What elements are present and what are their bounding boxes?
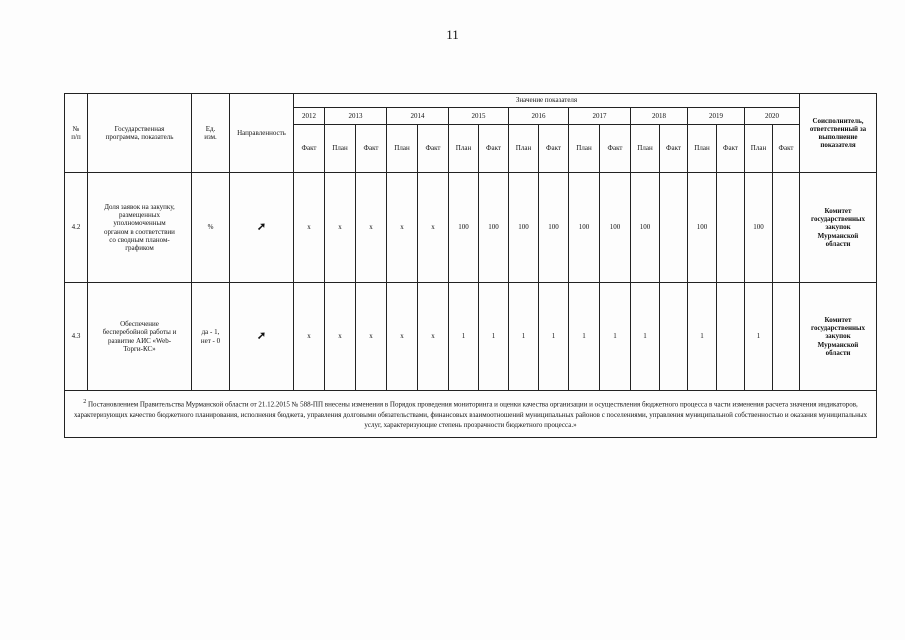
row-unit: % [192,173,230,283]
subheader-fact: Факт [773,125,800,173]
table-row [65,173,877,283]
year-2012: 2012 [294,108,325,125]
subheader-fact: Факт [356,125,387,173]
value-cell [773,173,800,283]
header-row-group [65,94,877,108]
header-program: Государственная программа, показатель [88,94,192,173]
value-cell: 100 [745,173,773,283]
value-cell: x [356,173,387,283]
value-cell: x [418,283,449,391]
year-2014: 2014 [387,108,449,125]
row-num: 4.2 [65,173,88,283]
value-cell: 1 [479,283,509,391]
header-num: № п/п [65,94,88,173]
value-cell: x [325,283,356,391]
header-coexecutor: Соисполнитель, ответственный за выполнение показателя [800,94,877,173]
subheader-plan: План [449,125,479,173]
value-cell: x [294,173,325,283]
row-coexecutor: Комитет государственных закупок Мурманской области [800,283,877,391]
row-name: Доля заявок на закупку, размещенных уполномоченным органом в соответствии со сводным планом- графиком [88,173,192,283]
table-row [65,283,877,391]
row-name: Обеспечение бесперебойной работы и развитие АИС «Web- Торги-КС» [88,283,192,391]
value-cell: 100 [688,173,717,283]
year-2015: 2015 [449,108,509,125]
value-cell: x [418,173,449,283]
value-cell: 100 [569,173,600,283]
value-cell: 100 [631,173,660,283]
subheader-fact: Факт [717,125,745,173]
subheader-fact: Факт [539,125,569,173]
row-direction-arrow-icon: ➚ [230,173,294,283]
value-cell: 100 [539,173,569,283]
footnote [65,391,877,438]
subheader-fact: Факт [600,125,631,173]
row-direction-arrow-icon: ➚ [230,283,294,391]
value-cell: x [387,283,418,391]
subheader-plan: План [387,125,418,173]
subheader-fact: Факт [660,125,688,173]
year-2017: 2017 [569,108,631,125]
subheader-plan: План [325,125,356,173]
subheader-plan: План [569,125,600,173]
footnote-mark: 2 [83,399,87,406]
value-cell: 1 [539,283,569,391]
header-value-group: Значение показателя [294,94,800,108]
value-cell: x [325,173,356,283]
year-2019: 2019 [688,108,745,125]
value-cell: 1 [600,283,631,391]
value-cell: 100 [479,173,509,283]
subheader-plan: План [509,125,539,173]
value-cell: 100 [509,173,539,283]
footnote-text: Постановлением Правительства Мурманской области от 21.12.2015 № 588-ПП внесены изменения в Порядок проведения мониторинга и оценки качества организации и осуществления бюджетного процесса в части изменения расчета значения индикаторов, характеризующих качество бюджетного планирования, исполнения бюджета, управления долговыми обязательствами, финансовых взаимоотношений муниципальных районов с поселениями, управления муниципальной собственностью и оказания муниципальных услуг, характеризующие степень прозрачности бюджетного процесса.» [73,400,868,429]
header-direction: Направленность [230,94,294,173]
page-number: 11 [446,27,459,42]
header-unit: Ед. изм. [192,94,230,173]
footnote-row [65,391,877,438]
row-num: 4.3 [65,283,88,391]
subheader-fact: Факт [418,125,449,173]
year-2020: 2020 [745,108,800,125]
value-cell [660,173,688,283]
value-cell: 1 [509,283,539,391]
value-cell: 1 [569,283,600,391]
value-cell: x [294,283,325,391]
value-cell: 1 [745,283,773,391]
value-cell: 100 [449,173,479,283]
subheader-plan: План [688,125,717,173]
year-2018: 2018 [631,108,688,125]
value-cell: x [387,173,418,283]
subheader-fact: Факт [294,125,325,173]
value-cell [660,283,688,391]
subheader-fact: Факт [479,125,509,173]
value-cell [717,283,745,391]
value-cell: 1 [688,283,717,391]
row-coexecutor: Комитет государственных закупок Мурманской области [800,173,877,283]
value-cell: 1 [449,283,479,391]
subheader-plan: План [745,125,773,173]
year-2013: 2013 [325,108,387,125]
value-cell: 100 [600,173,631,283]
subheader-plan: План [631,125,660,173]
indicator-table [64,93,877,438]
value-cell [717,173,745,283]
value-cell: x [356,283,387,391]
row-unit: да - 1, нет - 0 [192,283,230,391]
value-cell: 1 [631,283,660,391]
year-2016: 2016 [509,108,569,125]
value-cell [773,283,800,391]
